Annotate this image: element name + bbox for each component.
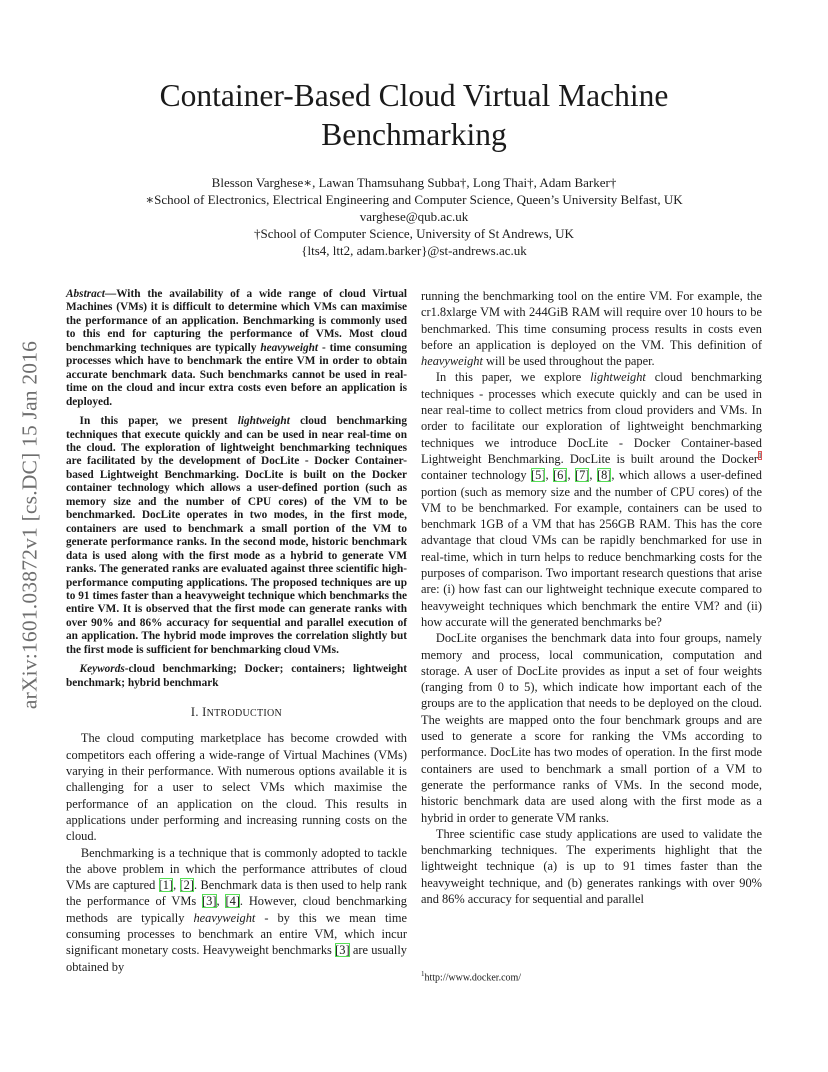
intro-continued-paragraph: running the benchmarking tool on the entire VM. For example, the cr1.8xlarge VM with 244GiB RAM will require over 10 hours to be benchmarked. This time consuming process results in costs even before an application is deployed on the VM. This definition of heavyweight will be used throughout the paper.: [421, 289, 762, 369]
footnote-url-link[interactable]: http://www.docker.com/: [424, 972, 522, 984]
intro-paragraph-2: Benchmarking is a technique that is commonly adopted to tackle the above problem in which the performance attributes of cloud VMs are captured [1], [2]. Benchmark data is then used to help rank the performance of VMs [3], [4]. However, cloud benchmarking methods are typically heavyweight - by this we mean time consuming processes to benchmark an entire VM, which incur significant monetary costs. Heavyweight benchmarks [3] are usually obtained by: [66, 845, 408, 974]
author-names: Blesson Varghese∗, Lawan Thamsuhang Subba†, Long Thai†, Adam Barker†: [211, 175, 617, 190]
footnote-mark: 1: [421, 970, 425, 978]
keywords: Keywords-cloud benchmarking; Docker; containers; lightweight benchmark; hybrid benchmark: [66, 663, 407, 689]
footnote-link[interactable]: 1: [758, 450, 762, 460]
arxiv-identifier-text: arXiv:1601.03872v1 [cs.DC] 15 Jan 2016: [17, 340, 42, 710]
keywords-label: Keywords: [79, 663, 125, 676]
doclite-intro-paragraph: In this paper, we explore lightweight cloud benchmarking techniques - processes which execute quickly and can be used in near real-time to collect metrics from cloud providers and VMs. In order to facilitate our exploration of lightweight benchmarking techniques we introduce DocLite - Docker Container-based Lightweight Benchmarking. DocLite is built around the Docker$^1$ container technology [5], [6], [7], [8], which allows a user-defined portion (such as memory size and the number of CPU cores) of the VM to be benchmarked. For example, containers can be used to benchmark 1GB of a VM that has 256GB RAM. This has the core advantage that cloud VMs can be rapidly benchmarked for use in real-time, which in turn helps to reduce benchmarking costs for the purposes of comparison. Two important research questions that arise are: (i) how fast can our lightweight technique execute compared to heavyweight techniques which benchmark the entire VM? and (ii) how accurate will the generated benchmarks be?: [421, 370, 762, 629]
abstract-label: Abstract: [66, 288, 105, 300]
affiliation-st-andrews: †School of Computer Science, University of St Andrews, UK: [254, 226, 574, 241]
email-qub: varghese@qub.ac.uk: [359, 209, 469, 224]
arxiv-identifier: [14, 290, 46, 760]
email-st-andrews: {lts4, ltt2, adam.barker}@st-andrews.ac.uk: [301, 243, 527, 258]
left-column: [66, 288, 407, 975]
citation-link[interactable]: [5]: [531, 468, 546, 483]
citation-link[interactable]: [7]: [574, 468, 590, 483]
intro-paragraph-1: The cloud computing marketplace has become crowded with competitors each offering a wide-range of Virtual Machines (VMs) varying in their performance. With numerous options available it is challenging for a user to select VMs which maximise the performance of an application on the cloud. This results in applications under performing and increasing running costs on the cloud.: [66, 731, 407, 844]
citation-link[interactable]: [3]: [202, 894, 217, 909]
affiliation-qub: ∗School of Electronics, Electrical Engineering and Computer Science, Queen’s University Belfast, UK: [145, 192, 683, 207]
section-heading-introduction: I. INTRODUCTION: [190, 705, 283, 720]
citation-link[interactable]: [8]: [596, 468, 612, 483]
paper-title: Container-Based Cloud Virtual Machine Benchmarking: [159, 78, 669, 152]
citation-link[interactable]: [4]: [225, 894, 240, 909]
right-column: [421, 288, 762, 907]
citation-link[interactable]: [1]: [158, 878, 174, 893]
citation-link[interactable]: [2]: [179, 878, 194, 893]
abstract-paragraph-2: In this paper, we present lightweight cloud benchmarking techniques that execute quickly and can be used in near real-time on the cloud. The exploration of lightweight benchmarking techniques are facilitated by the development of DocLite - Docker Container-based Lightweight Benchmarking. DocLite is built on the Docker container technology which allows a user-defined portion (such as memory size and the number of CPU cores) of the VM to be benchmarked. DocLite operates in two modes, in the first mode, containers are used to benchmark a small portion of the VM to generate performance ranks. In the second mode, historic benchmark data is used along with the first mode as a hybrid to generate VM ranks. The generated ranks are evaluated against three scientific high-performance computing applications. The proposed techniques are up to 91 times faster than a heavyweight technique which benchmarks the entire VM. It is observed that the first mode can generate ranks with over 90% and 86% accuracy for sequential and parallel execution of an application. The hybrid mode improves the correlation slightly but the first mode is sufficient for benchmarking cloud VMs.: [66, 415, 407, 656]
abstract-paragraph-1: Abstract—With the availability of a wide range of cloud Virtual Machines (VMs) it is difficult to determine which VMs can maximise the performance of an application. Benchmarking is commonly used to this end for capturing the performance of VMs. Most cloud benchmarking techniques are typically heavyweight - time consuming processes which have to benchmark the entire VM in order to obtain accurate benchmark data. Such benchmarks cannot be used in real-time on the cloud and incur extra costs even before an application is deployed.: [66, 288, 407, 408]
author-block: [100, 174, 728, 259]
case-study-paragraph: Three scientific case study applications are used to validate the benchmarking techniques. The experiments highlight that the lightweight technique (a) is up to 91 times faster than the heavyweight technique, and (b) generates rankings with over 90% and 86% accuracy for sequential and parallel: [421, 826, 762, 906]
doclite-groups-paragraph: DocLite organises the benchmark data into four groups, namely memory and process, local communication, computation and storage. A user of DocLite provides as input a set of four weights (ranging from 0 to 5), which indicate how important each of the groups are to the application that needs to be deployed on the cloud. The weights are mapped onto the four benchmark groups and are used to generate a score for ranking the VMs according to performance. DocLite has two modes of operation. In the first mode containers are used to benchmark a small portion of a VM to generate the performance ranks of VMs. In the second mode, historic benchmark data are used along with the first mode as a hybrid in order to generate VM ranks.: [421, 631, 762, 825]
footnote: [421, 968, 762, 984]
citation-link[interactable]: [6]: [552, 468, 568, 483]
citation-link[interactable]: [3]: [335, 943, 350, 958]
